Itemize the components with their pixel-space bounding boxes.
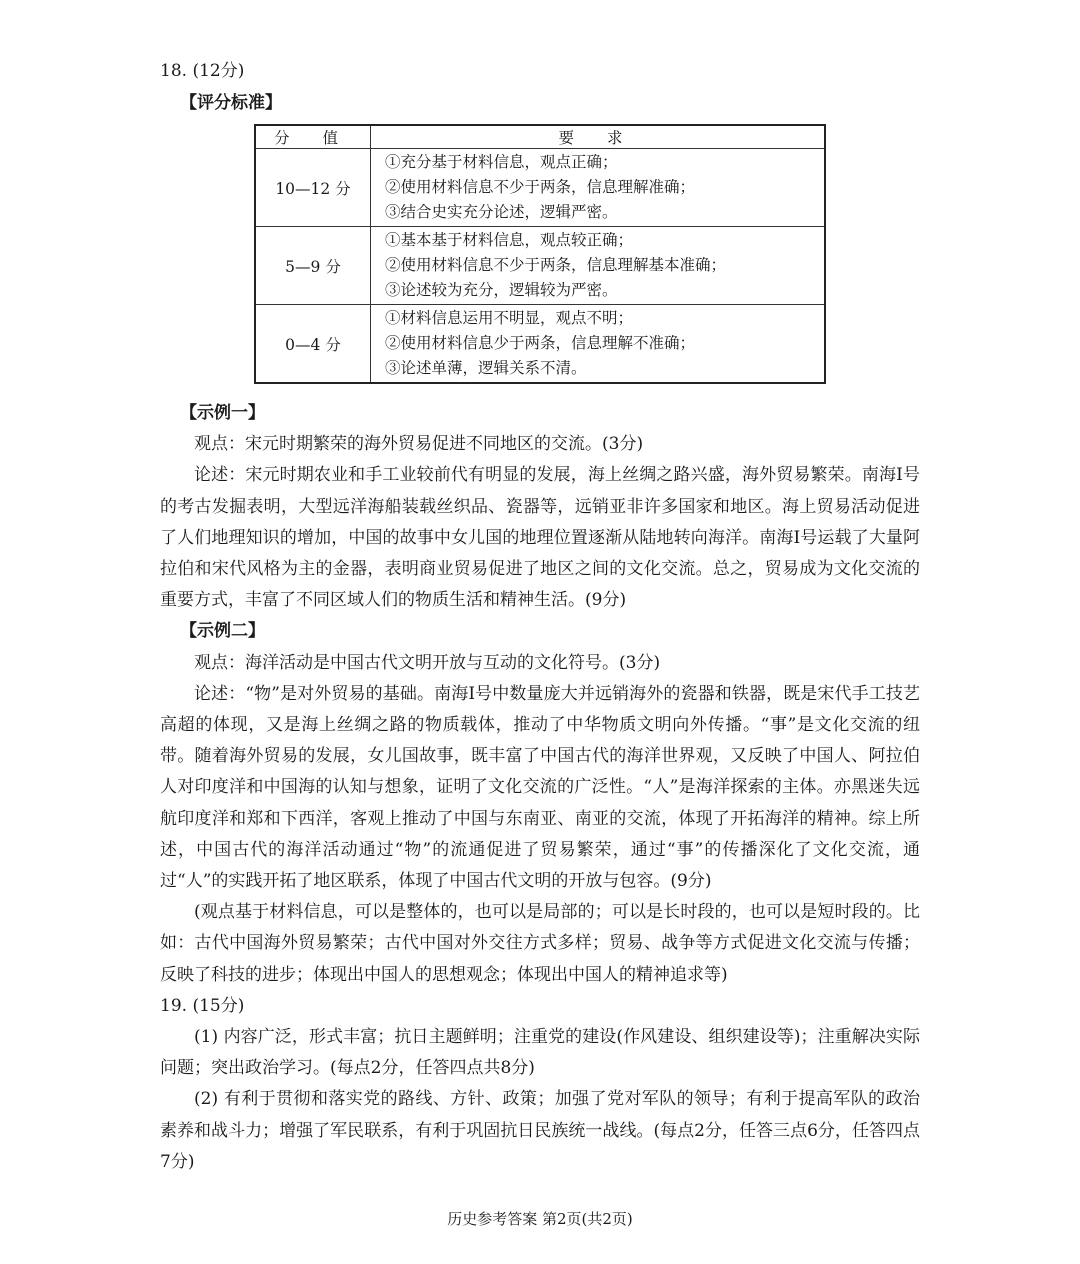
question-19-part-1: (1) 内容广泛，形式丰富；抗日主题鲜明；注重党的建设(作风建设、组织建设等)；注重解决实际问题；突出政治学习。(每点2分，任答四点共8分)	[160, 1027, 920, 1079]
requirements-cell	[371, 149, 826, 227]
requirement-item: ①基本基于材料信息，观点较正确；	[385, 231, 634, 249]
example-1-viewpoint: 观点：宋元时期繁荣的海外贸易促进不同地区的交流。(3分)	[194, 434, 644, 455]
requirement-item: ②使用材料信息不少于两条，信息理解基本准确；	[385, 256, 727, 274]
question-18-title: 18. (12分)	[160, 61, 245, 81]
requirement-item: ③论述单薄，逻辑关系不清。	[385, 359, 587, 377]
scoring-standard-label: 【评分标准】	[180, 93, 282, 113]
requirement-item: ③结合史实充分论述，逻辑严密。	[385, 203, 618, 221]
viewpoint-note: (观点基于材料信息，可以是整体的，也可以是局部的；可以是长时段的，也可以是短时段的。比如：古代中国海外贸易繁荣；古代中国对外交往方式多样；贸易、战争等方式促进文化交流与传播；反映了科技的进步；体现出中国人的思想观念；体现出中国人的精神追求等)	[160, 902, 920, 985]
question-19-part-2: (2) 有利于贯彻和落实党的路线、方针、政策；加强了党对军队的领导；有利于提高军队的政治素养和战斗力；增强了军民联系，有利于巩固抗日民族统一战线。(每点2分，任答三点6分，任答四点7分)	[160, 1089, 920, 1172]
scoring-row-mid	[255, 227, 825, 305]
requirement-item: ①充分基于材料信息，观点正确；	[385, 153, 618, 171]
requirements-cell	[371, 227, 826, 305]
question-19-title: 19. (15分)	[160, 995, 245, 1016]
example-2-viewpoint: 观点：海洋活动是中国古代文明开放与互动的文化符号。(3分)	[194, 652, 661, 673]
answer-body	[160, 398, 920, 1178]
requirements-cell	[371, 305, 826, 384]
example-1-label: 【示例一】	[180, 403, 265, 423]
requirement-item: ②使用材料信息少于两条，信息理解不准确；	[385, 334, 696, 352]
page-footer: 历史参考答案 第2页(共2页)	[447, 1210, 633, 1228]
score-range: 5—9 分	[255, 227, 371, 305]
example-2-argument: 论述：“物”是对外贸易的基础。南海Ⅰ号中数量庞大并远销海外的瓷器和铁器，既是宋代手工技艺高超的体现，又是海上丝绸之路的物质载体，推动了中华物质文明向外传播。“事”是文化交流的纽带。随着海外贸易的发展，女儿国故事，既丰富了中国古代的海洋世界观，又反映了中国人、阿拉伯人对印度洋和中国海的认知与想象，证明了文化交流的广泛性。“人”是海洋探索的主体。亦黑迷失远航印度洋和郑和下西洋，客观上推动了中国与东南亚、南亚的交流，体现了开拓海洋的精神。综上所述，中国古代的海洋活动通过“物”的流通促进了贸易繁荣，通过“事”的传播深化了文化交流，通过“人”的实践开拓了地区联系，体现了中国古代文明的开放与包容。(9分)	[160, 683, 920, 892]
score-range: 10—12 分	[255, 149, 371, 227]
requirement-item: ②使用材料信息不少于两条，信息理解准确；	[385, 178, 696, 196]
score-column-header: 分 值	[255, 125, 371, 149]
requirements-column-header: 要 求	[371, 125, 826, 149]
scoring-table	[254, 124, 826, 384]
requirement-item: ①材料信息运用不明显，观点不明；	[385, 309, 634, 327]
example-2-label: 【示例二】	[180, 621, 265, 642]
scoring-table-header-row	[255, 125, 825, 149]
example-1-argument: 论述：宋元时期农业和手工业较前代有明显的发展，海上丝绸之路兴盛，海外贸易繁荣。南海Ⅰ号的考古发掘表明，大型远洋海船装载丝织品、瓷器等，远销亚非许多国家和地区。海上贸易活动促进了人们地理知识的增加，中国的故事中女儿国的地理位置逐渐从陆地转向海洋。南海Ⅰ号运载了大量阿拉伯和宋代风格为主的金器，表明商业贸易促进了地区之间的文化交流。总之，贸易成为文化交流的重要方式，丰富了不同区域人们的物质生活和精神生活。(9分)	[160, 465, 920, 611]
scoring-row-low	[255, 305, 825, 384]
score-range: 0—4 分	[255, 305, 371, 384]
requirement-item: ③论述较为充分，逻辑较为严密。	[385, 281, 618, 299]
scoring-row-high	[255, 149, 825, 227]
